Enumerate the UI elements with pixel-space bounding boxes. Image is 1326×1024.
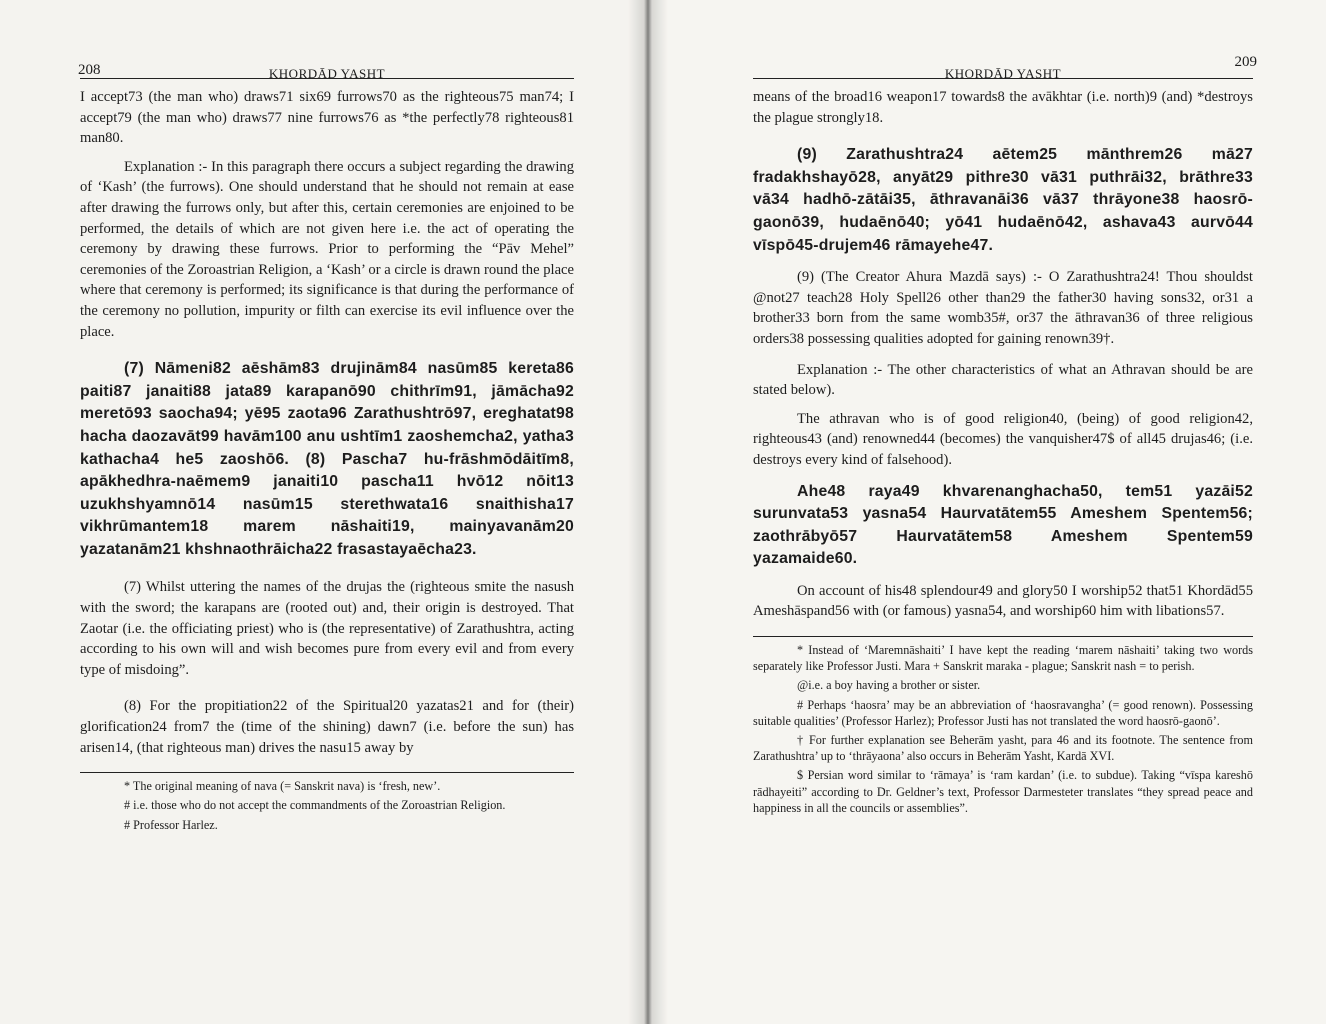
paragraph-explanation-athravan: Explanation :- The other characteristics of what an Athravan should be are stated below). [753, 361, 1253, 399]
footnote: # Perhaps ‘haosra’ may be an abbreviation of ‘haosravangha’ (= good renown). Possessing suitable qualities’ (Professor Harlez); Professor Justi has not translated the word haosrō-gaonō’. [753, 697, 1253, 728]
paragraph-translation-8: (8) For the propitiation22 of the Spiritual20 yazatas21 and for (their) glorification24 from7 the (time of the shining) dawn7 (i.e. before the sun) has arisen14, (that righteous man) drives the nasu15 away by [80, 698, 574, 756]
footnote: $ Persian word similar to ‘rāmaya’ is ‘ram kardan’ (i.e. to subdue). Taking “vīspa kareshō rādhayeiti” according to Dr. Geldner’s text, Professor Darmesteter translates “they spread peace and happiness in all the councils or assemblies”. [753, 768, 1253, 815]
footnote: † For further explanation see Beherām yasht, para 46 and its footnote. The sentence from Zarathushtra’ up to ‘thrāyaona’ also occurs in Beherām Yasht, Kardā XVI. [753, 733, 1253, 764]
avesta-verse-9: (9) Zarathushtra24 aētem25 mānthrem26 mā27 fradakhshayō28, anyāt29 pithre30 vā31 puthrāi32, brāthre33 vā34 hadhō-zātāi35, āthravanāi36 vā37 thrāyone38 haosrō-gaonō39, hudaēnō40; yō41 hudaēnō42, ashava43 aurvō44 vīspō45-drujem46 rāmayehe47. [753, 146, 1253, 254]
left-running-title: KHORDĀD YASHT [268, 66, 386, 81]
left-text-column [80, 52, 574, 836]
avesta-verse-ahe-raya: Ahe48 raya49 khvarenanghacha50, tem51 yazāi52 surunvata53 yasna54 Haurvatātem55 Ameshem Spentem56; zaothrābyō57 Haurvatātem58 Ameshem Spentem59 yazamaide60. [753, 482, 1253, 568]
footnote: @i.e. a boy having a brother or sister. [797, 678, 981, 693]
right-running-title: KHORDĀD YASHT [944, 66, 1062, 81]
paragraph-translation-7: (7) Whilst uttering the names of the drujas the (righteous smite the nasush with the sword; the karapans are (rooted out) and, their origin is destroyed. That Zaotar (i.e. the officiating priest) who is (the representative) of Zarathushtra, acting according to his own will and wish becomes pure from every evil and from every type of misdoing”. [80, 579, 574, 678]
right-text-column [753, 52, 1257, 819]
footnote: # Professor Harlez. [124, 817, 218, 832]
paragraph-continuation: means of the broad16 weapon17 towards8 the avākhtar (i.e. north)9 (and) *destroys the plague strongly18. [753, 89, 1253, 126]
footnote: # i.e. those who do not accept the commandments of the Zoroastrian Religion. [124, 798, 506, 813]
right-page [648, 0, 1326, 1024]
paragraph-translation-worship: On account of his48 splendour49 and glory50 I worship52 that51 Khordād55 Ameshāspand56 with (or famous) yasna54, and worship60 him with libations57. [753, 582, 1253, 620]
paragraph-athravan: The athravan who is of good religion40, (being) of good religion42, righteous43 (and) renowned44 (becomes) the vanquisher47$ of all45 drujas46; (i.e. destroys every kind of falsehood). [753, 410, 1253, 468]
paragraph-translation-9: (9) (The Creator Ahura Mazdā says) :- O Zarathushtra24! Thou shouldst @not27 teach28 Holy Spell26 other than29 the father30 having sons32, or31 a brother33 born from the same womb35#, or37 the āthravan36 of three religious orders38 possessing qualities adopted for gaining renown39†. [753, 269, 1253, 347]
left-page-number: 208 [78, 62, 101, 78]
avesta-verse-7-8: (7) Nāmeni82 aēshām83 drujinām84 nasūm85 kereta86 paiti87 janaiti88 jata89 karapanō90 chithrīm91, jāmācha92 meretō93 saocha94; yē95 zaota96 Zarathushtrō97, ereghatat98 hacha daozavāt99 havām100 anu ushtīm1 zaoshemcha2, yatha3 kathacha4 he5 zaoshō6. (8) Pascha7 hu-frāshmōdāitīm8, apākhedhra-naēmem9 janaiti10 pascha11 hvō12 nōit13 uzukhshyamnō14 nasūm15 sterethwata16 snaithisha17 vikhrūmantem18 marem nāshaiti19, mainyavanām20 yazatanām21 khshnaothrāicha22 frasastayaēcha23. [80, 360, 574, 558]
right-running-head [753, 52, 1257, 81]
right-page-number: 209 [1234, 54, 1257, 70]
paragraph-accept: I accept73 (the man who) draws71 six69 furrows70 as the righteous75 man74; I accept79 (the man who) draws77 nine furrows76 as *the perfectly78 righteous81 man80. [80, 89, 574, 147]
left-page [0, 0, 648, 1024]
left-running-head [80, 52, 574, 79]
left-footnotes [80, 772, 574, 833]
book-spine-gutter [628, 0, 668, 1024]
footnote: * Instead of ‘Maremnāshaiti’ I have kept the reading ‘marem nāshaiti’ taking two words separately like Professor Justi. Mara + Sanskrit maraka - plague; Sanskrit nash = to perish. [753, 643, 1253, 674]
paragraph-explanation-kash: Explanation :- In this paragraph there occurs a subject regarding the drawing of ‘Kash’ (the furrows). One should understand that he should not remain at ease after drawing the furrows only, but after this, certain ceremonies are enjoined to be performed, the details of which are not given here i.e. the act of operating the ceremony by drawing these furrows. Prior to performing the “Pāv Mehel” ceremonies of the Zoroastrian Religion, a ‘Kash’ or a circle is drawn round the place where that ceremony is performed; its significance is that during the performance of the ceremony no pollution, impurity or filth can exercise its evil influence over the place. [80, 158, 574, 340]
footnote: * The original meaning of nava (= Sanskrit nava) is ‘fresh, new’. [124, 779, 441, 794]
right-footnotes [753, 636, 1253, 816]
